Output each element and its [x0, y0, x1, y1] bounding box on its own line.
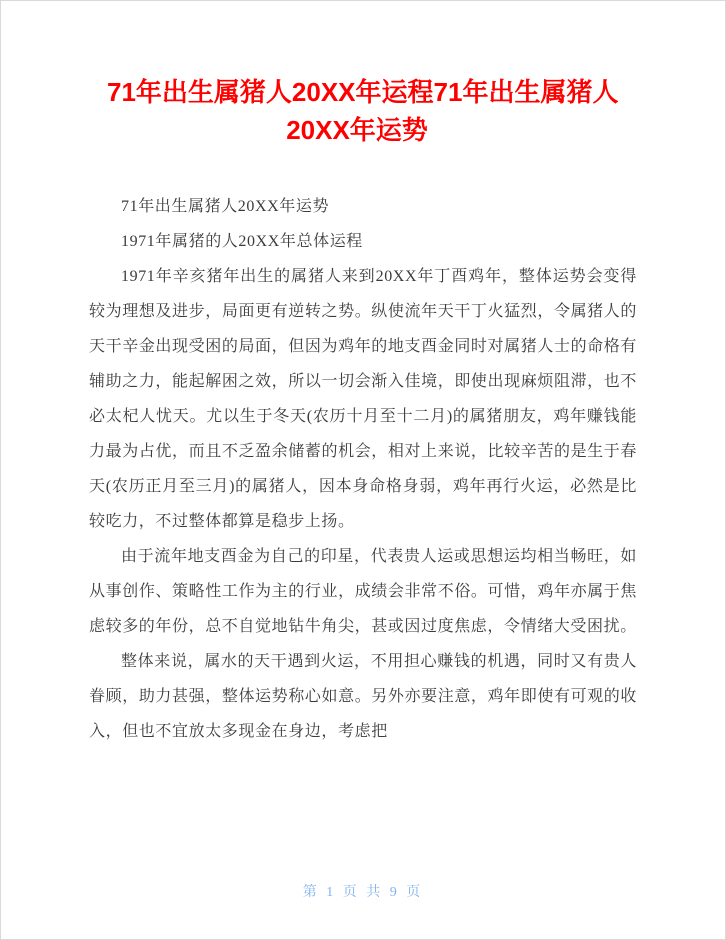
- body-paragraph-4: 由于流年地支酉金为自己的印星，代表贵人运或思想运均相当畅旺，如从事创作、策略性工作为主的行业，成绩会非常不俗。可惜，鸡年亦属于焦虑较多的年份，总不自觉地钻牛角尖，甚或因过度焦虑，令情绪大受困扰。: [89, 548, 637, 635]
- body-paragraph-1: 71年出生属猪人20XX年运势: [121, 198, 330, 215]
- body-paragraph-5: 整体来说，属水的天干遇到火运，不用担心赚钱的机遇，同时又有贵人眷顾，助力甚强，整体运势称心如意。另外亦要注意，鸡年即使有可观的收入，但也不宜放太多现金在身边，考虑把: [89, 653, 637, 740]
- page-content-area: [1, 1, 725, 939]
- page-title-line-1: 71年出生属猪人20XX年运程71年出生属猪人: [107, 77, 619, 107]
- body-paragraph-3: 1971年辛亥猪年出生的属猪人来到20XX年丁酉鸡年，整体运势会变得较为理想及进步，局面更有逆转之势。纵使流年天干丁火猛烈，令属猪人的天干辛金出现受困的局面，但因为鸡年的地支酉金同时对属猪人士的命格有辅助之力，能起解困之效，所以一切会渐入佳境，即使出现麻烦阻滞，也不必太杞人忧天。尤以生于冬天(农历十月至十二月)的属猪朋友，鸡年赚钱能力最为占优，而且不乏盈余储蓄的机会，相对上来说，比较辛苦的是生于春天(农历正月至三月)的属猪人，因本身命格身弱，鸡年再行火运，必然是比较吃力，不过整体都算是稳步上扬。: [89, 268, 637, 530]
- page-number-footer: 第 1 页 共 9 页: [302, 885, 424, 900]
- page-title-line-2: 20XX年运势: [286, 115, 428, 145]
- page-title: [89, 1, 637, 149]
- document-body: [89, 189, 637, 749]
- body-paragraph-2: 1971年属猪的人20XX年总体运程: [121, 233, 363, 250]
